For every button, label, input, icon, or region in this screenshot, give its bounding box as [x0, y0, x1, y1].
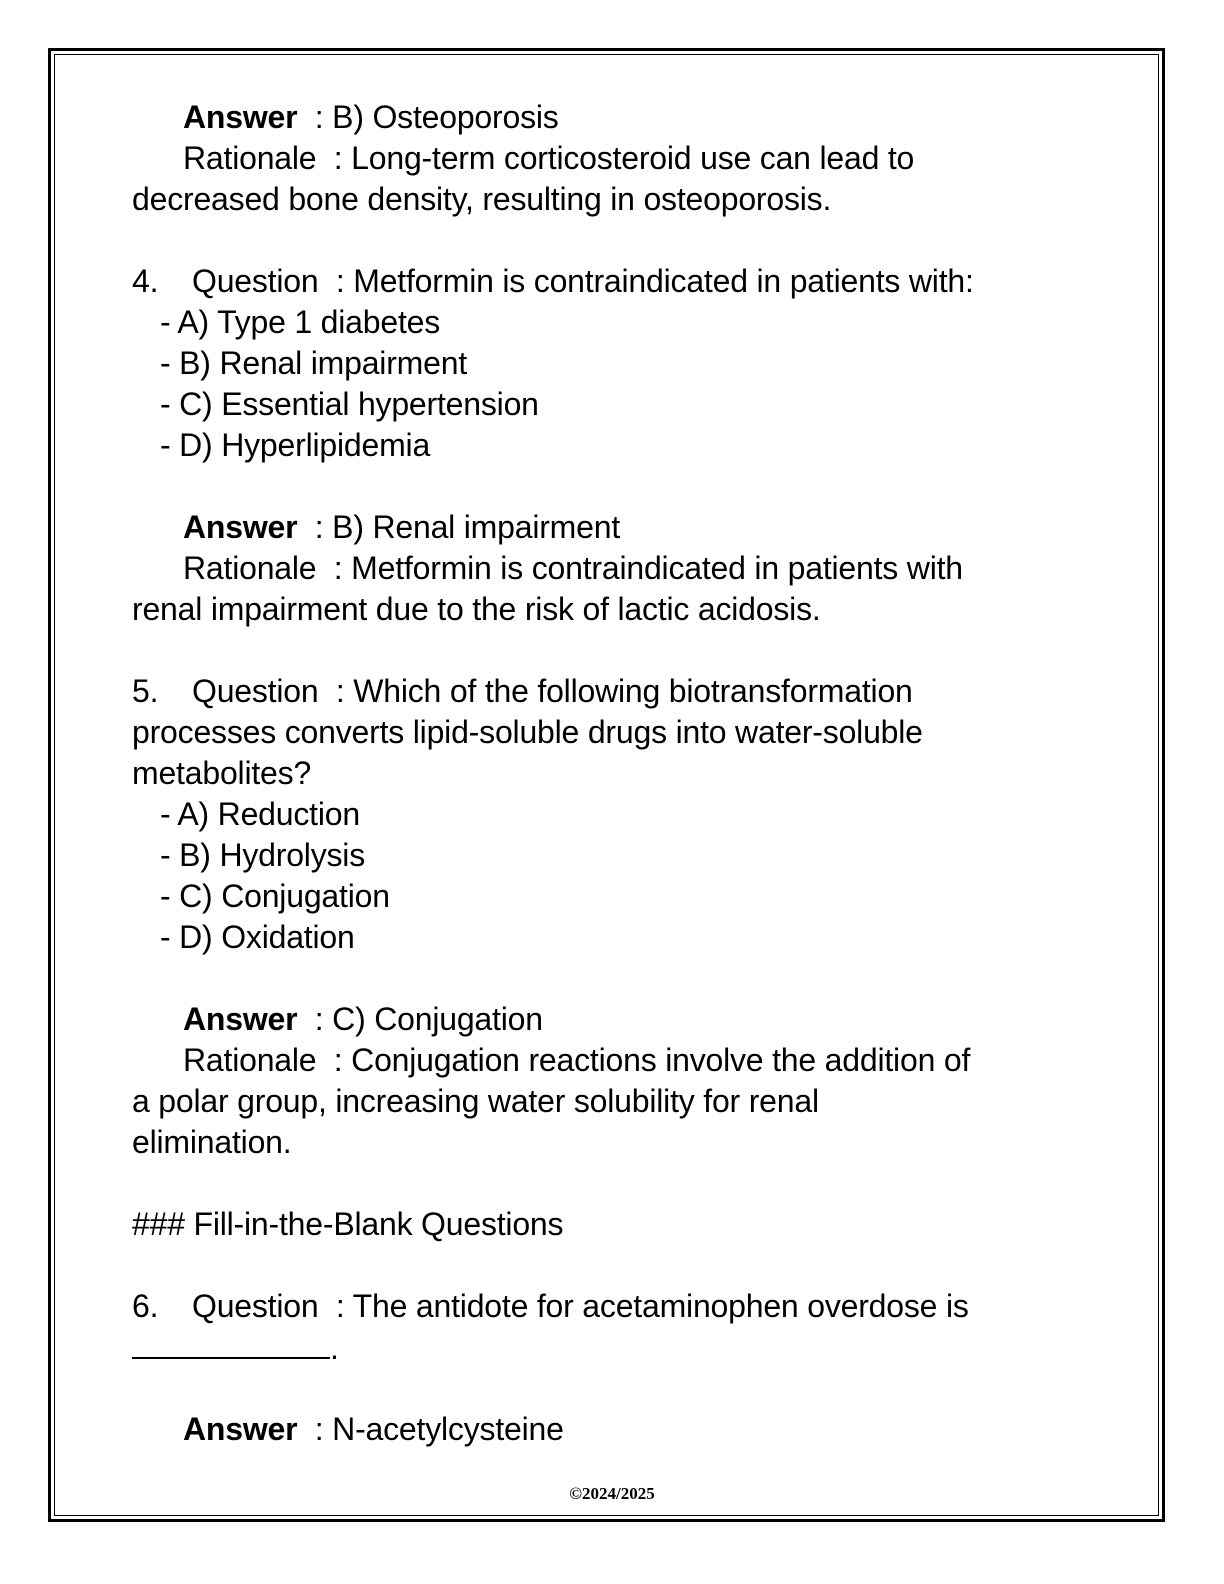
- question-text: : The antidote for acetaminophen overdose is: [318, 1288, 969, 1324]
- section-heading: ### Fill-in-the-Blank Questions: [132, 1206, 564, 1242]
- q4-rationale-line: [132, 548, 1122, 589]
- q6-question-line: [132, 1286, 1122, 1327]
- question-label: Question: [192, 263, 319, 299]
- question-text: : Which of the following biotransformation: [318, 673, 913, 709]
- answer-label: Answer: [183, 509, 298, 545]
- answer-label: Answer: [183, 1411, 298, 1447]
- question-number: 4.: [132, 263, 159, 299]
- q6-answer-line: [132, 1409, 1122, 1450]
- q4-option-b: - B) Renal impairment: [160, 345, 468, 381]
- q5-question-line: [132, 671, 1122, 712]
- answer-text: : C) Conjugation: [297, 1001, 543, 1037]
- rationale-text: : Conjugation reactions involve the addition of: [316, 1042, 971, 1078]
- answer-label: Answer: [183, 1001, 298, 1037]
- question-label: Question: [192, 673, 319, 709]
- answer-text: : B) Osteoporosis: [297, 99, 559, 135]
- q3-rationale-line: [132, 138, 1122, 179]
- q5-option-c: - C) Conjugation: [160, 878, 390, 914]
- q5-rationale-continuation-2: elimination.: [132, 1124, 292, 1160]
- question-text: : Metformin is contraindicated in patients with:: [318, 263, 974, 299]
- q5-rationale-continuation-1: a polar group, increasing water solubility for renal: [132, 1083, 819, 1119]
- q5-rationale-line: [132, 1040, 1122, 1081]
- fill-in-blank: [132, 1327, 330, 1359]
- q4-rationale-continuation: renal impairment due to the risk of lactic acidosis.: [132, 591, 821, 627]
- q3-answer-line: [132, 97, 1122, 138]
- q4-option-d: - D) Hyperlipidemia: [160, 427, 431, 463]
- q4-question-line: [132, 261, 1122, 302]
- q4-option-c: - C) Essential hypertension: [160, 386, 539, 422]
- q4-option-a: - A) Type 1 diabetes: [160, 304, 441, 340]
- rationale-label: Rationale: [183, 140, 317, 176]
- q4-answer-line: [132, 507, 1122, 548]
- question-number: 6.: [132, 1288, 159, 1324]
- answer-text: : B) Renal impairment: [297, 509, 621, 545]
- q6-blank-line: [132, 1327, 1122, 1368]
- rationale-text: : Metformin is contraindicated in patients with: [316, 550, 963, 586]
- q5-question-continuation-1: processes converts lipid-soluble drugs into water-soluble: [132, 714, 923, 750]
- answer-text: : N-acetylcysteine: [297, 1411, 564, 1447]
- answer-label: Answer: [183, 99, 298, 135]
- rationale-text: : Long-term corticosteroid use can lead to: [316, 140, 915, 176]
- rationale-label: Rationale: [183, 1042, 317, 1078]
- q5-option-d: - D) Oxidation: [160, 919, 355, 955]
- question-number: 5.: [132, 673, 159, 709]
- q5-option-a: - A) Reduction: [160, 796, 360, 832]
- q3-rationale-continuation: decreased bone density, resulting in osteoporosis.: [132, 181, 832, 217]
- q5-question-continuation-2: metabolites?: [132, 755, 312, 791]
- question-label: Question: [192, 1288, 319, 1324]
- blank-suffix: .: [330, 1330, 339, 1366]
- rationale-label: Rationale: [183, 550, 317, 586]
- q5-answer-line: [132, 999, 1122, 1040]
- q5-option-b: - B) Hydrolysis: [160, 837, 366, 873]
- document-body: [132, 97, 1122, 1450]
- copyright-footer: ©2024/2025: [569, 1484, 655, 1503]
